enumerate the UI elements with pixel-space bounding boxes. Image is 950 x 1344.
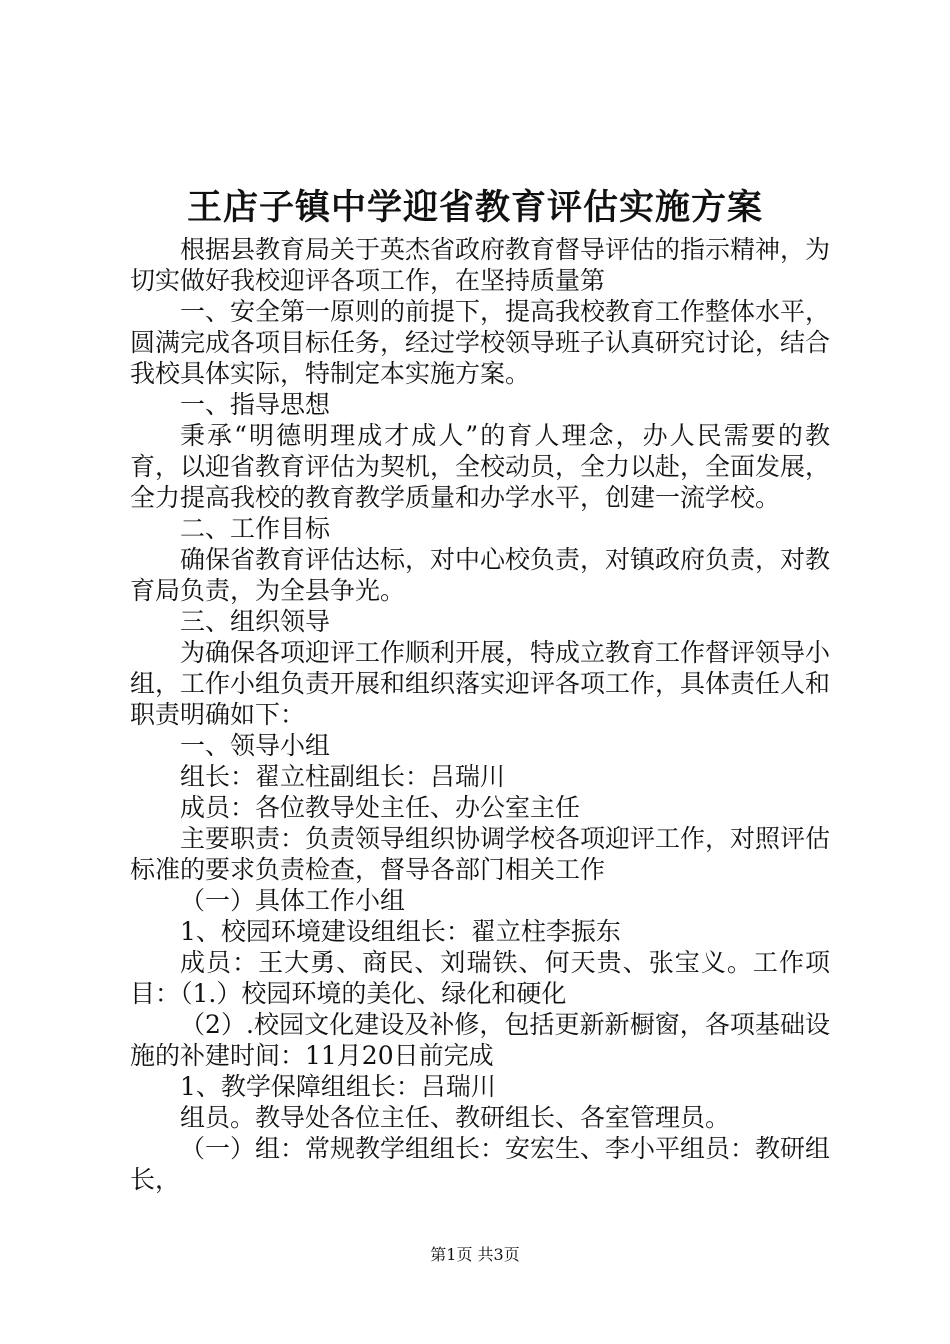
- paragraph: 组员。教导处各位主任、教研组长、各室管理员。: [180, 1103, 731, 1132]
- section-heading: 一、领导小组: [180, 731, 331, 760]
- paragraph: （2）.校园文化建设及补修，包括更新新橱窗，各项基础设施的补建时间：11月20日前完成: [130, 1010, 830, 1070]
- paragraph: 组长：翟立柱副组长：吕瑞川: [180, 762, 506, 791]
- paragraph: 1、教学保障组组长：吕瑞川: [180, 1072, 496, 1101]
- paragraph: 成员：王大勇、商民、刘瑞铁、何天贵、张宝义。工作项目：（1.）校园环境的美化、绿化和硬化: [130, 948, 830, 1008]
- section-heading: 三、组织领导: [180, 607, 331, 636]
- document-body: [130, 234, 830, 1195]
- paragraph: 一、安全第一原则的前提下，提高我校教育工作整体水平，圆满完成各项目标任务，经过学校领导班子认真研究讨论，结合我校具体实际，特制定本实施方案。: [130, 297, 831, 388]
- section-heading: （一）具体工作小组: [180, 886, 406, 915]
- paragraph: 为确保各项迎评工作顺利开展，特成立教育工作督评领导小组，工作小组负责开展和组织落实迎评各项工作，具体责任人和职责明确如下：: [130, 638, 831, 729]
- section-heading: 一、指导思想: [180, 390, 331, 419]
- paragraph: 主要职责：负责领导组织协调学校各项迎评工作，对照评估标准的要求负责检查，督导各部门相关工作: [130, 824, 831, 884]
- section-heading: 二、工作目标: [180, 514, 331, 543]
- page-number-footer: 第1页 共3页: [430, 1245, 520, 1264]
- paragraph: （一）组：常规教学组组长：安宏生、李小平组员：教研组长，: [130, 1134, 831, 1194]
- paragraph: 1、校园环境建设组组长：翟立柱李振东: [180, 917, 621, 946]
- paragraph: 确保省教育评估达标，对中心校负责，对镇政府负责，对教育局负责，为全县争光。: [130, 545, 831, 605]
- paragraph: 成员：各位教导处主任、办公室主任: [180, 793, 581, 822]
- paragraph: 秉承“明德明理成才成人”的育人理念，办人民需要的教育，以迎省教育评估为契机，全校动员，全力以赴，全面发展，全力提高我校的教育教学质量和办学水平，创建一流学校。: [130, 421, 831, 512]
- paragraph: 根据县教育局关于英杰省政府教育督导评估的指示精神，为切实做好我校迎评各项工作，在坚持质量第: [130, 235, 831, 295]
- document-title: 王店子镇中学迎省教育评估实施方案: [186, 187, 763, 228]
